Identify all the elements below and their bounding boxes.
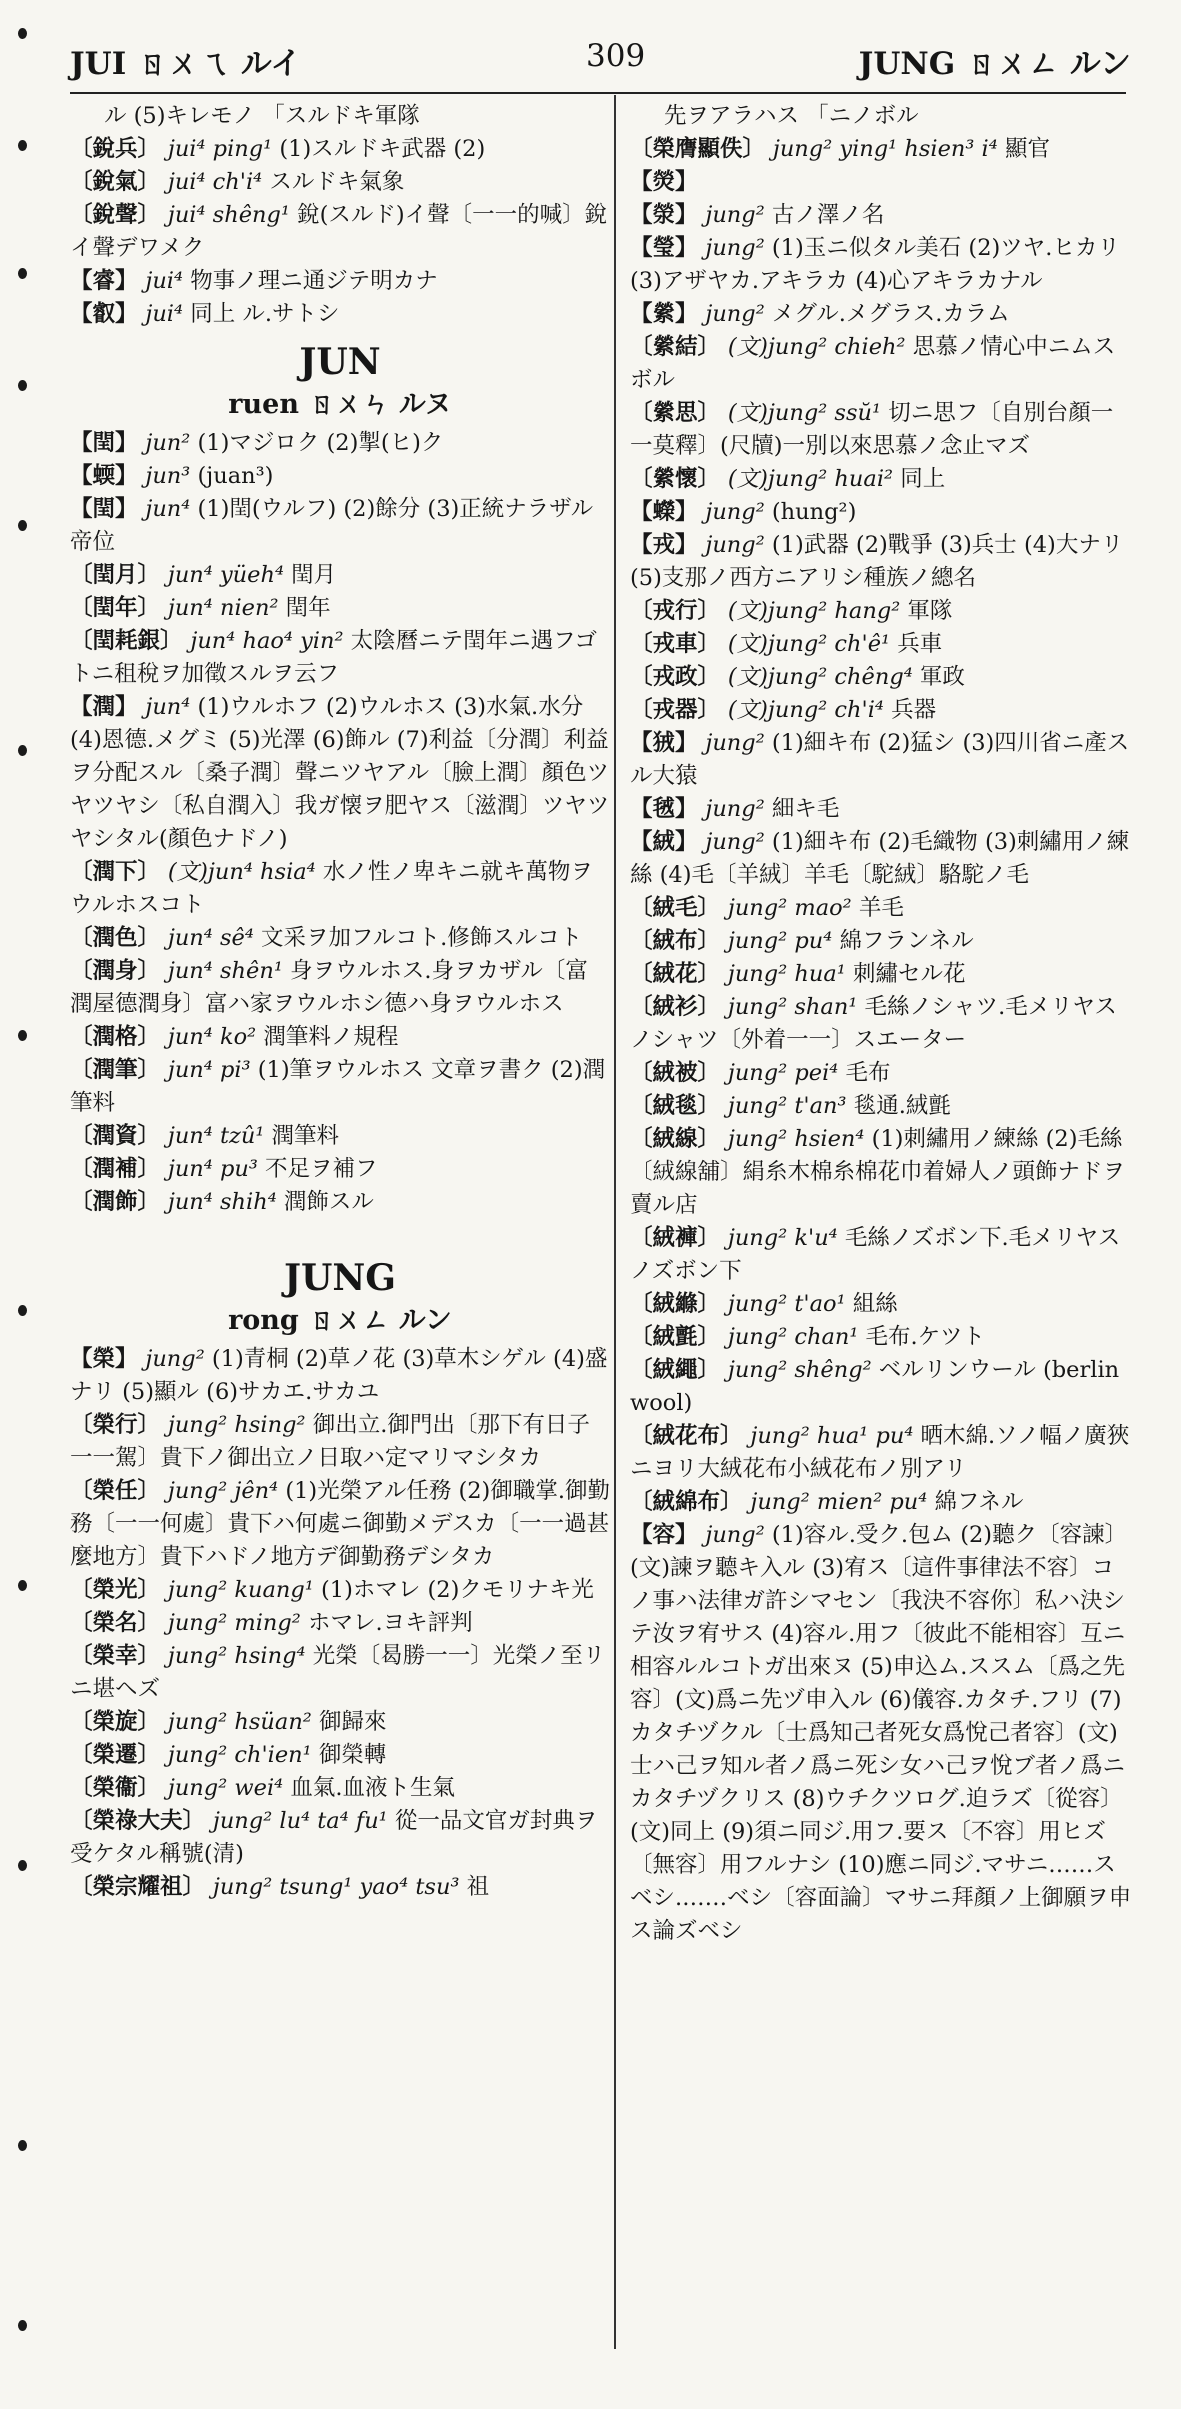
entry-definition: (juan³) [197, 463, 274, 489]
entry-definition: ル (5)キレモノ 「スルドキ軍隊 [104, 103, 420, 129]
entry-headword: 〔潤色〕 [70, 925, 168, 951]
entry-romanization: (文)jung² huai² [727, 466, 901, 492]
entry-definition: 御榮轉 [318, 1742, 387, 1768]
entry-definition: (1)筆ヲウルホス 文章ヲ書ク (2)潤筆料 [70, 1057, 606, 1116]
entry-definition: (1)武器 (2)戰爭 (3)兵士 (4)大ナリ (5)支那ノ西方ニアリシ種族ノ總名 [630, 532, 1124, 591]
entry-headword: 〔絨花〕 [630, 961, 728, 987]
entry-romanization: jui⁴ shêng¹ [167, 202, 298, 228]
jung-entries [70, 1343, 610, 1904]
entry-definition: 軍政 [919, 664, 965, 690]
entry-headword: 【戎】 [630, 532, 706, 558]
entry-headword: 〔潤身〕 [70, 958, 168, 984]
entry-romanization: jung² [705, 532, 772, 558]
entry-definition: 潤筆料ノ規程 [263, 1024, 399, 1050]
dictionary-entry [70, 1409, 610, 1475]
entry-romanization: jung² [705, 730, 772, 756]
page-header [70, 38, 1131, 88]
binding-hole [18, 2140, 27, 2151]
entry-headword: 〔縈懷〕 [630, 466, 728, 492]
entry-romanization: jung² pu⁴ [727, 928, 840, 954]
entry-definition: 閏年 [285, 595, 331, 621]
entry-definition: ホマレ.ヨキ評判 [307, 1610, 473, 1636]
entry-headword: 【蠑】 [630, 499, 706, 525]
entry-headword: 【毧】 [630, 796, 706, 822]
dictionary-entry [70, 460, 610, 493]
dictionary-entry [70, 427, 610, 460]
entry-headword: 【叡】 [70, 301, 146, 327]
dictionary-entry [70, 1640, 610, 1706]
section-gap [70, 1219, 610, 1247]
entry-definition: 物事ノ理ニ通ジテ明カナ [190, 268, 438, 294]
entry-definition: メグル.メグラス.カラム [771, 301, 1010, 327]
dictionary-entry [630, 298, 1135, 331]
entry-definition: 祖 [466, 1874, 490, 1900]
dictionary-entry [70, 1186, 610, 1219]
entry-definition: 同上 ル.サトシ [190, 301, 340, 327]
binding-hole [18, 1580, 27, 1591]
entry-headword: 〔銳兵〕 [70, 136, 168, 162]
entry-romanization: jun⁴ sê⁴ [167, 925, 262, 951]
entry-headword: 【縈】 [630, 301, 706, 327]
dictionary-entry [630, 958, 1135, 991]
entry-romanization: jung² [705, 235, 772, 261]
dictionary-entry [630, 463, 1135, 496]
dictionary-entry [630, 397, 1135, 463]
entry-definition: ベルリンウール (berlin wool) [630, 1357, 1120, 1416]
entry-romanization: jung² [705, 829, 772, 855]
dictionary-entry [70, 856, 610, 922]
entry-headword: 〔榮幸〕 [70, 1643, 168, 1669]
entry-definition: 閏月 [291, 562, 337, 588]
entry-definition: 毛絲ノズボン下.毛メリヤスノズボン下 [630, 1225, 1121, 1284]
entry-headword: 〔絨縧〕 [630, 1291, 728, 1317]
dictionary-entry [630, 1420, 1135, 1486]
entry-romanization: jung² jên⁴ [167, 1478, 286, 1504]
entry-headword: 〔潤格〕 [70, 1024, 168, 1050]
dictionary-entry [70, 1475, 610, 1574]
dictionary-entry [70, 1805, 610, 1871]
entry-headword: 〔榮任〕 [70, 1478, 168, 1504]
entry-headword: 【閏】 [70, 496, 146, 522]
entry-definition: 不足ヲ補フ [265, 1156, 378, 1182]
entry-romanization: (文)jung² chêng⁴ [727, 664, 920, 690]
entry-headword: 【睿】 [70, 268, 146, 294]
entry-romanization: jung² [705, 202, 772, 228]
entry-definition: 刺繡セル花 [852, 961, 966, 987]
dictionary-entry [630, 661, 1135, 694]
dictionary-entry [630, 1222, 1135, 1288]
dictionary-entry [630, 1486, 1135, 1519]
dictionary-entry [630, 232, 1135, 298]
dictionary-entry [630, 628, 1135, 661]
binding-hole [18, 1030, 27, 1041]
header-right-guide: JUNG ㄖㄨㄥ ルン [858, 46, 1131, 82]
jun-entries [70, 427, 610, 1219]
entry-definition: 毛絲ノシャツ.毛メリヤスノシャツ〔外着一一〕スエーター [630, 994, 1117, 1053]
section-title-jung: JUNG [283, 1257, 397, 1299]
entry-headword: 【榮】 [70, 1346, 146, 1372]
entry-headword: 〔潤下〕 [70, 859, 168, 885]
entry-definition: (1)容ル.受ク.包ム (2)聽ク〔容諫〕(文)諫ヲ聽キ入ル (3)宥ス〔這件事律法不容〕コノ事ハ法律ガ許シマセン〔我決不容你〕私ハ決シテ汝ヲ宥サス (4)容ル.用フ〔彼此不能相容〕互ニ相容ルルコトガ出來ヌ (5)申込ム.ススム〔爲之先容〕(文)爲ニ先ヅ申入ル (6)儀容.カタチ.フリ (7)カタチヅクル〔士爲知己者死女爲悅己者容〕(文)士ハ己ヲ知ル者ノ爲ニ死シ女ハ己ヲ悅ブ者ノ爲ニカタチヅクリス (8)ウチクツログ.迫ラズ〔從容〕(文)同上 (9)須ニ同ジ.用フ.要ス〔不容〕用ヒズ〔無容〕用フルナシ (10)應ニ同ジ.マサニ……スベシ.……ベシ〔容面論〕マサニ拜顏ノ上御願ヲ申ス論ズベシ [630, 1522, 1132, 1944]
entry-romanization: jung² [145, 1346, 212, 1372]
entry-headword: 〔銳氣〕 [70, 169, 168, 195]
entry-headword: 〔榮光〕 [70, 1577, 168, 1603]
entry-definition: 銳(スルド)イ聲〔一一的喊〕銳イ聲デワメク [70, 202, 608, 261]
binding-hole [18, 520, 27, 531]
dictionary-entry [70, 1706, 610, 1739]
entry-romanization: jun⁴ [145, 694, 198, 720]
entry-definition: (1)青桐 (2)草ノ花 (3)草木シゲル (4)盛ナリ (5)顯ル (6)サカエ.サカユ [70, 1346, 608, 1405]
dictionary-entry [70, 1871, 610, 1904]
section-title-jun: JUN [299, 341, 381, 383]
entry-definition: 身ヲウルホス.身ヲカザル〔富潤屋德潤身〕富ハ家ヲウルホシ德ハ身ヲウルホス [70, 958, 588, 1017]
entry-definition: (hung²) [771, 499, 857, 525]
entry-headword: 〔榮遷〕 [70, 1742, 168, 1768]
entry-romanization: jung² ying¹ hsien³ i⁴ [772, 136, 1005, 162]
entry-headword: 〔潤筆〕 [70, 1057, 168, 1083]
entry-headword: 〔戎器〕 [630, 697, 728, 723]
entry-romanization: (文)jung² ch'i⁴ [727, 697, 892, 723]
entry-definition: (1)細キ布 (2)猛シ (3)四川省ニ產スル大猿 [630, 730, 1130, 789]
entry-romanization: jung² t'an³ [727, 1093, 854, 1119]
entry-definition: 同上 [900, 466, 946, 492]
dictionary-entry [70, 265, 610, 298]
dictionary-entry [70, 1607, 610, 1640]
dictionary-entry [70, 1574, 610, 1607]
entry-headword: 【瑩】 [630, 235, 706, 261]
entry-definition: (1)スルドキ武器 (2) [279, 136, 486, 162]
entry-definition: 細キ毛 [771, 796, 840, 822]
entry-headword: 【蝡】 [70, 463, 146, 489]
entry-headword: 〔絨毯〕 [630, 1093, 728, 1119]
right-column [630, 100, 1135, 2349]
dictionary-entry [630, 1090, 1135, 1123]
entry-romanization: jung² t'ao¹ [727, 1291, 853, 1317]
jung-entries-continued [630, 100, 1135, 1948]
dictionary-entry [70, 298, 610, 331]
dictionary-entry [70, 1739, 610, 1772]
entry-romanization: jung² hsing⁴ [167, 1643, 313, 1669]
entry-definition: 組絲 [852, 1291, 898, 1317]
entry-headword: 〔絨綿布〕 [630, 1489, 751, 1515]
entry-headword: 【滎】 [630, 202, 706, 228]
entry-definition: 從一品文官ガ封典ヲ受ケタル稱號(清) [70, 1808, 598, 1867]
entry-definition: (1)光榮アル任務 (2)御職掌.御勤務〔一一何處〕貴下ハ何處ニ御勤メデスカ〔一一過甚麼地方〕貴下ハドノ地方デ御勤務デシタカ [70, 1478, 610, 1570]
entry-romanization: jun² [145, 430, 198, 456]
dictionary-entry [70, 955, 610, 1021]
page-number: 309 [586, 38, 646, 74]
entry-romanization: jun⁴ shih⁴ [167, 1189, 284, 1215]
entry-romanization: jung² [705, 499, 772, 525]
entry-romanization: jung² chan¹ [727, 1324, 866, 1350]
dictionary-entry [70, 1120, 610, 1153]
dictionary-entry [630, 892, 1135, 925]
left-column [70, 100, 610, 2349]
entry-definition: 水ノ性ノ卑キニ就キ萬物ヲウルホスコト [70, 859, 593, 918]
entry-definition: (1)閏(ウルフ) (2)餘分 (3)正統ナラザル帝位 [70, 496, 594, 555]
dictionary-entry [630, 133, 1135, 166]
entry-romanization: jung² ming² [167, 1610, 308, 1636]
entry-romanization: jung² mao² [727, 895, 859, 921]
entry-romanization: jung² ch'ien¹ [167, 1742, 319, 1768]
entry-definition: 兵器 [891, 697, 937, 723]
entry-romanization: jung² shêng² [727, 1357, 879, 1383]
entry-definition: 潤飾スル [283, 1189, 374, 1215]
entry-definition: (1)細キ布 (2)毛織物 (3)刺繡用ノ練絲 (4)毛〔羊絨〕羊毛〔駝絨〕駱駝ノ毛 [630, 829, 1130, 888]
entry-definition: 太陰曆ニテ閏年ニ遇フゴトニ租稅ヲ加徵スルヲ云フ [70, 628, 598, 687]
dictionary-entry [70, 559, 610, 592]
entry-headword: 【容】 [630, 1522, 706, 1548]
dictionary-entry [630, 1057, 1135, 1090]
entry-definition: スルドキ氣象 [269, 169, 405, 195]
entry-headword: 〔閏月〕 [70, 562, 168, 588]
entry-headword: 〔榮宗耀祖〕 [70, 1874, 213, 1900]
jui-entries [70, 100, 610, 331]
binding-hole [18, 380, 27, 391]
entry-definition: 綿フネル [934, 1489, 1024, 1515]
dictionary-entry [70, 166, 610, 199]
entry-romanization: jun⁴ tzû¹ [167, 1123, 272, 1149]
entry-headword: 〔絨被〕 [630, 1060, 728, 1086]
entry-definition: (1)玉ニ似タル美石 (2)ツヤ.ヒカリ (3)アザヤカ.アキラカ (4)心アキラカナル [630, 235, 1120, 294]
dictionary-entry [70, 199, 610, 265]
entry-definition: 毯通.絨氈 [853, 1093, 951, 1119]
dictionary-entry [630, 991, 1135, 1057]
entry-headword: 〔絨繩〕 [630, 1357, 728, 1383]
entry-definition: 光榮〔曷勝一一〕光榮ノ至リニ堪ヘズ [70, 1643, 606, 1702]
entry-headword: 〔縈結〕 [630, 334, 728, 360]
entry-definition: 軍隊 [907, 598, 953, 624]
entry-headword: 〔縈思〕 [630, 400, 728, 426]
dictionary-entry [70, 1153, 610, 1186]
entry-headword: 〔絨布〕 [630, 928, 728, 954]
dictionary-entry [630, 793, 1135, 826]
dictionary-entry [630, 1123, 1135, 1222]
dictionary-entry [70, 133, 610, 166]
dictionary-entry [70, 625, 610, 691]
entry-headword: 【閏】 [70, 430, 146, 456]
entry-definition: 古ノ澤ノ名 [771, 202, 885, 228]
entry-romanization: jung² mien² pu⁴ [750, 1489, 935, 1515]
dictionary-entry [630, 199, 1135, 232]
entry-definition: 綿フランネル [839, 928, 974, 954]
header-rule [70, 92, 1126, 94]
dictionary-entry [630, 496, 1135, 529]
column-divider [614, 95, 616, 2349]
header-left-guide: JUI ㄖㄨㄟ ルイ [70, 46, 302, 82]
dictionary-entry [70, 100, 610, 133]
binding-hole [18, 268, 27, 279]
entry-headword: 【潤】 [70, 694, 146, 720]
entry-headword: 〔榮名〕 [70, 1610, 168, 1636]
entry-romanization: jung² k'u⁴ [727, 1225, 845, 1251]
dictionary-entry [630, 1321, 1135, 1354]
dictionary-entry [630, 1288, 1135, 1321]
entry-romanization: jung² wei⁴ [167, 1775, 291, 1801]
dictionary-entry [70, 1054, 610, 1120]
entry-romanization: jung² tsung¹ yao⁴ tsu³ [212, 1874, 467, 1900]
entry-headword: 〔絨氈〕 [630, 1324, 728, 1350]
entry-headword: 〔戎政〕 [630, 664, 728, 690]
entry-romanization: (文)jung² chieh² [727, 334, 913, 360]
entry-definition: 毛布.ケツト [865, 1324, 985, 1350]
entry-romanization: jung² hua¹ [727, 961, 853, 987]
entry-romanization: jung² hua¹ pu⁴ [750, 1423, 921, 1449]
entry-headword: 〔榮祿大夫〕 [70, 1808, 213, 1834]
entry-romanization: jung² lu⁴ ta⁴ fu¹ [212, 1808, 395, 1834]
dictionary-entry [630, 1519, 1135, 1948]
dictionary-entry [70, 691, 610, 856]
dictionary-entry [630, 166, 1135, 199]
entry-definition: 羊毛 [858, 895, 904, 921]
entry-headword: 【狨】 [630, 730, 706, 756]
binding-hole [18, 745, 27, 756]
entry-definition: (1)刺繡用ノ練絲 (2)毛絲〔絨線舖〕絹糸木棉糸棉花巾着婦人ノ頭飾ナドヲ賣ル店 [630, 1126, 1126, 1218]
dictionary-entry [630, 727, 1135, 793]
entry-headword: 〔絨線〕 [630, 1126, 728, 1152]
dictionary-entry [630, 694, 1135, 727]
dictionary-entry [630, 595, 1135, 628]
entry-romanization: jun⁴ yüeh⁴ [167, 562, 292, 588]
dictionary-entry [630, 529, 1135, 595]
entry-romanization: jun⁴ [145, 496, 198, 522]
dictionary-entry [70, 922, 610, 955]
entry-romanization: jui⁴ [145, 301, 191, 327]
entry-romanization: jung² [705, 301, 772, 327]
entry-romanization: (文)jung² ssŭ¹ [727, 400, 889, 426]
entry-headword: 〔潤補〕 [70, 1156, 168, 1182]
entry-definition: 顯官 [1004, 136, 1050, 162]
binding-hole [18, 1860, 27, 1871]
entry-romanization: jung² hsüan² [167, 1709, 319, 1735]
entry-definition: (1)ホマレ (2)クモリナキ光 [320, 1577, 594, 1603]
entry-definition: 先ヲアラハス 「ニノボル [664, 103, 919, 129]
entry-romanization: jun⁴ hao⁴ yin² [190, 628, 351, 654]
entry-romanization: jung² [705, 796, 772, 822]
dictionary-entry [630, 1354, 1135, 1420]
entry-headword: 【熒】 [630, 169, 698, 195]
binding-hole [18, 1305, 27, 1316]
entry-definition: (1)マジロク (2)掣(ヒ)ク [197, 430, 444, 456]
entry-definition: 毛布 [845, 1060, 891, 1086]
section-subtitle-jung: rong ㄖㄨㄥ ルン [228, 1305, 452, 1336]
entry-definition: 切ニ思フ〔自別台顏一一莫釋〕(尺牘)一別以來思慕ノ念止マズ [630, 400, 1114, 459]
entry-headword: 〔絨衫〕 [630, 994, 728, 1020]
entry-romanization: jun⁴ pu³ [167, 1156, 266, 1182]
entry-definition: 血氣.血液ト生氣 [290, 1775, 455, 1801]
dictionary-entry [70, 493, 610, 559]
entry-headword: 〔榮旋〕 [70, 1709, 168, 1735]
section-subtitle-jun: ruen ㄖㄨㄣ ルヌ [228, 389, 452, 420]
entry-romanization: (文)jung² ch'ê¹ [727, 631, 898, 657]
dictionary-entry [630, 100, 1135, 133]
entry-definition: 御歸來 [318, 1709, 387, 1735]
dictionary-entry [70, 592, 610, 625]
binding-hole [18, 28, 27, 39]
dictionary-entry [630, 826, 1135, 892]
entry-romanization: jun⁴ pi³ [167, 1057, 258, 1083]
entry-romanization: jung² pei⁴ [727, 1060, 846, 1086]
entry-headword: 〔潤資〕 [70, 1123, 168, 1149]
dictionary-entry [630, 331, 1135, 397]
entry-headword: 〔潤飾〕 [70, 1189, 168, 1215]
entry-definition: 御出立.御門出〔那下有日子一一駕〕貴下ノ御出立ノ日取ハ定マリマシタカ [70, 1412, 590, 1471]
entry-definition: 晒木綿.ソノ幅ノ廣狹ニヨリ大絨花布小絨花布ノ別アリ [630, 1423, 1130, 1482]
entry-headword: 【絨】 [630, 829, 706, 855]
binding-edge [0, 0, 60, 2409]
entry-romanization: jun³ [145, 463, 198, 489]
entry-headword: 〔銳聲〕 [70, 202, 168, 228]
binding-hole [18, 2320, 27, 2331]
entry-definition: (1)ウルホフ (2)ウルホス (3)水氣.水分 (4)恩德.メグミ (5)光澤 (6)飾ル (7)利益〔分潤〕利益ヲ分配スル〔桑子潤〕聲ニツヤアル〔臉上潤〕顏色ツヤツヤシ〔私自潤入〕我ガ懐ヲ肥ヤス〔滋潤〕ツヤツヤシタル(顏色ナドノ) [70, 694, 610, 852]
entry-definition: 文采ヲ加フルコト.修飾スルコト [261, 925, 583, 951]
entry-headword: 〔閏年〕 [70, 595, 168, 621]
entry-headword: 〔榮衞〕 [70, 1775, 168, 1801]
entry-definition: 思慕ノ情心中ニムスボル [630, 334, 1116, 393]
entry-romanization: jung² hsien⁴ [727, 1126, 872, 1152]
entry-romanization: jui⁴ ping¹ [167, 136, 280, 162]
entry-romanization: jung² shan¹ [727, 994, 865, 1020]
entry-headword: 〔榮行〕 [70, 1412, 168, 1438]
entry-headword: 〔榮膺顯佚〕 [630, 136, 773, 162]
entry-romanization: jun⁴ ko² [167, 1024, 264, 1050]
dictionary-entry [70, 1021, 610, 1054]
entry-romanization: (文)jun⁴ hsia⁴ [167, 859, 323, 885]
entry-headword: 〔絨花布〕 [630, 1423, 751, 1449]
entry-headword: 〔戎車〕 [630, 631, 728, 657]
entry-headword: 〔絨毛〕 [630, 895, 728, 921]
entry-definition: 兵車 [897, 631, 943, 657]
entry-romanization: jui⁴ ch'i⁴ [167, 169, 270, 195]
entry-romanization: jui⁴ [145, 268, 191, 294]
entry-romanization: jung² kuang¹ [167, 1577, 321, 1603]
entry-romanization: jung² [705, 1522, 772, 1548]
entry-headword: 〔絨褲〕 [630, 1225, 728, 1251]
entry-romanization: jung² hsing² [167, 1412, 313, 1438]
dictionary-entry [630, 925, 1135, 958]
binding-hole [18, 140, 27, 151]
entry-headword: 〔戎行〕 [630, 598, 728, 624]
entry-definition: 潤筆料 [271, 1123, 340, 1149]
entry-headword: 〔閏耗銀〕 [70, 628, 191, 654]
entry-romanization: (文)jung² hang² [727, 598, 908, 624]
dictionary-entry [70, 1343, 610, 1409]
dictionary-entry [70, 1772, 610, 1805]
entry-romanization: jun⁴ nien² [167, 595, 286, 621]
entry-romanization: jun⁴ shên¹ [167, 958, 290, 984]
